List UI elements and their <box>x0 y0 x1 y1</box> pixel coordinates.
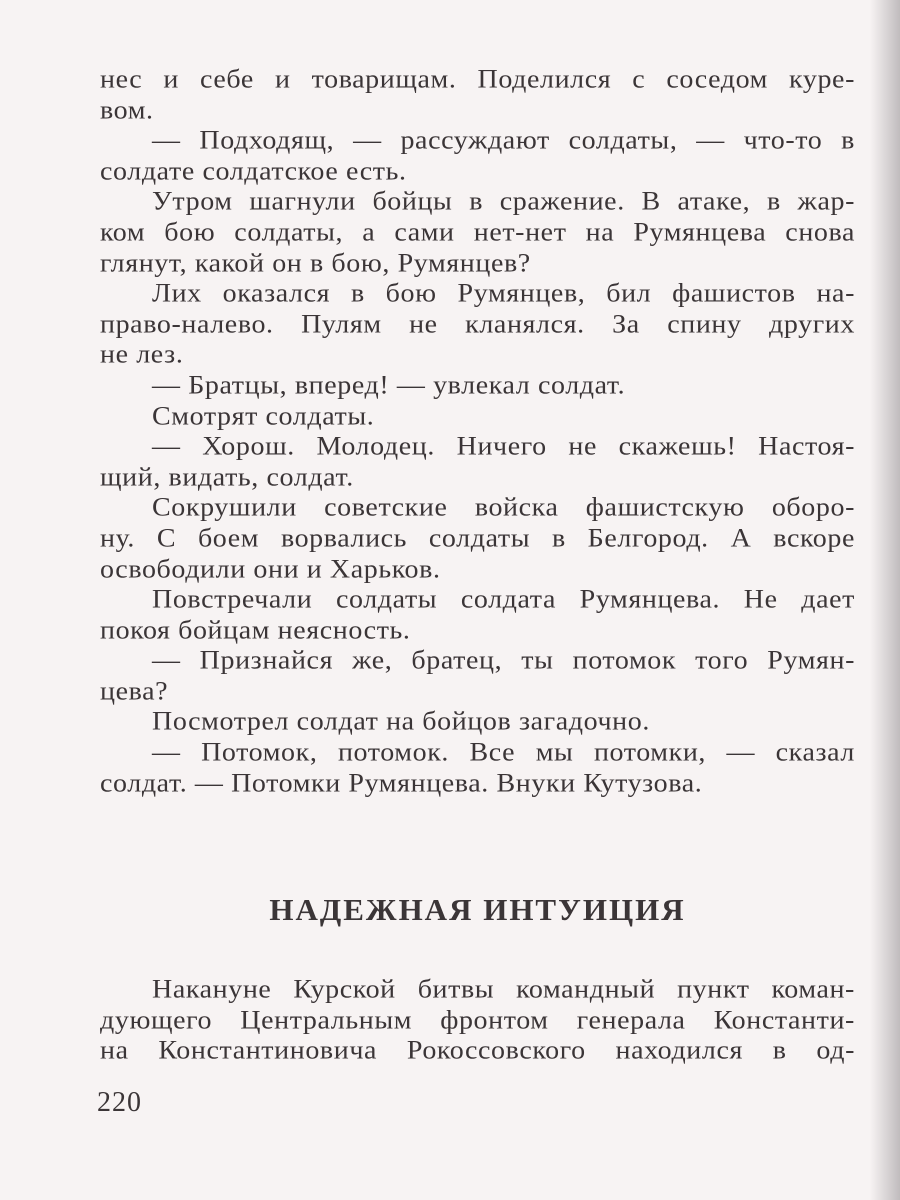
text-line: — Потомок, потомок. Все мы потомки, — сказал <box>152 737 855 768</box>
text-line: — Подходящ, — рассуждают солдаты, — что-то в <box>152 126 855 156</box>
text-line: вом. <box>100 95 154 125</box>
text-line: солдате солдатское есть. <box>100 156 407 187</box>
page-edge-shadow <box>870 0 900 1200</box>
text-line: солдат. — Потомки Румянцева. Внуки Кутузова. <box>100 768 703 798</box>
text-line: — Признайся же, братец, ты потомок того Румян- <box>152 646 855 676</box>
text-line: Повстречали солдаты солдата Румянцева. Не дает <box>152 584 855 615</box>
text-line: дующего Центральным фронтом генерала Константи- <box>100 1005 855 1035</box>
text-line: освободили они и Харьков. <box>100 554 441 584</box>
text-line: щий, видать, солдат. <box>100 462 354 492</box>
text-line: — Братцы, вперед! — увлекал солдат. <box>152 370 626 401</box>
section-heading: НАДЕЖНАЯ ИНТУИЦИЯ <box>269 892 686 927</box>
text-line: — Хорош. Молодец. Ничего не скажешь! Настоя- <box>152 431 855 462</box>
text-line: глянут, какой он в бою, Румянцев? <box>100 248 531 278</box>
text-line: Посмотрел солдат на бойцов загадочно. <box>152 707 650 737</box>
text-line: не лез. <box>100 340 184 370</box>
text-line: нес и себе и товарищам. Поделился с соседом куре- <box>100 64 855 95</box>
text-line: Сокрушили советские войска фашистскую оборо- <box>152 493 855 523</box>
text-line: на Константиновича Рокоссовского находился в од- <box>100 1036 855 1066</box>
body-text <box>100 65 855 799</box>
text-line: Утром шагнули бойцы в сражение. В атаке, в жар- <box>152 187 855 217</box>
text-line: цева? <box>100 676 169 707</box>
section-body-text <box>100 975 855 1067</box>
text-line: Смотрят солдаты. <box>152 401 375 431</box>
text-line: Накануне Курской битвы командный пункт коман- <box>152 974 855 1005</box>
text-line: Лих оказался в бою Румянцев, бил фашистов на- <box>152 278 855 309</box>
page-number: 220 <box>97 1087 142 1118</box>
text-line: покоя бойцам неясность. <box>100 615 411 645</box>
text-line: ну. С боем ворвались солдаты в Белгород. А вскоре <box>100 523 855 554</box>
text-line: ком бою солдаты, а сами нет-нет на Румянцева снова <box>100 217 855 248</box>
text-line: право-налево. Пулям не кланялся. За спину других <box>100 309 855 340</box>
